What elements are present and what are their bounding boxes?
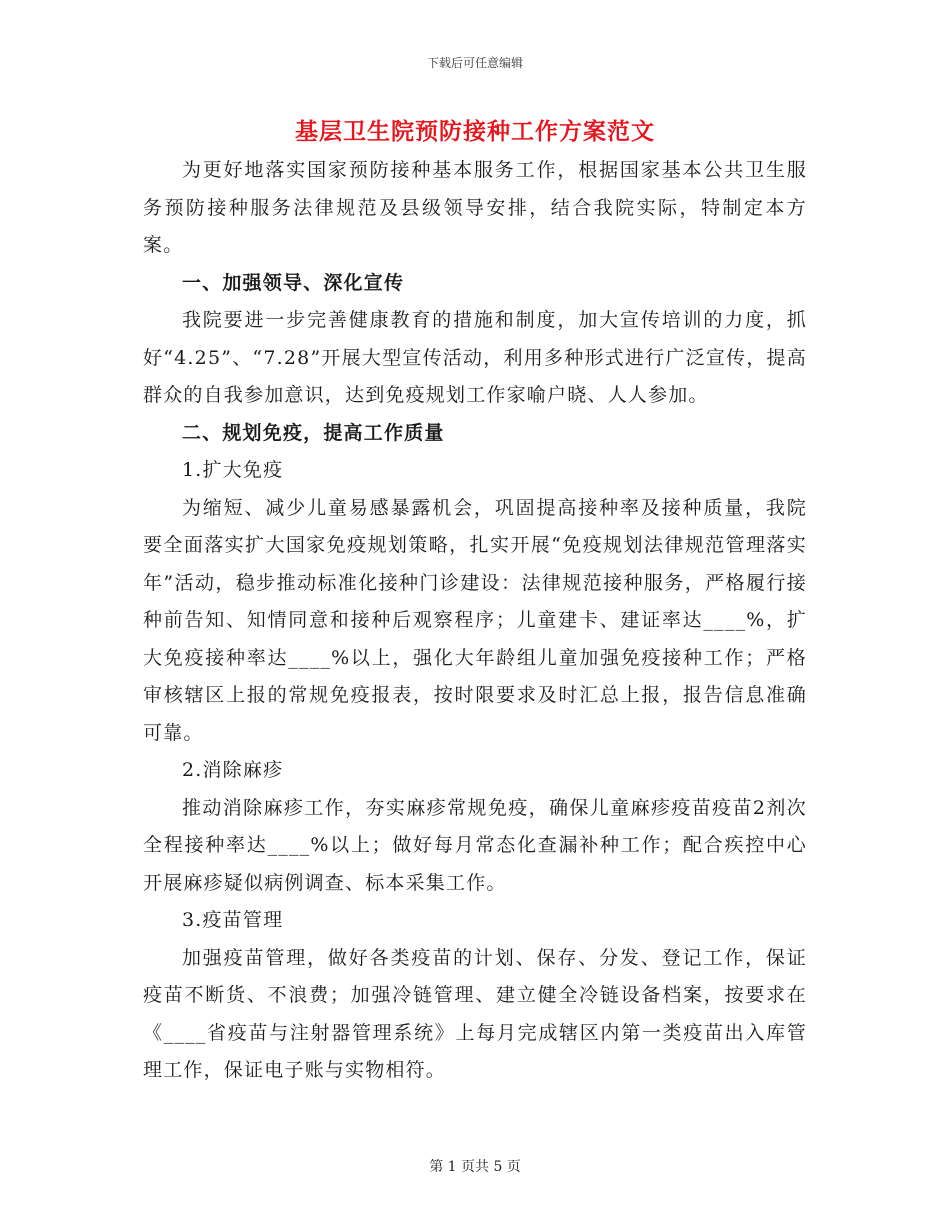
subheading-expand-immunization: 1.扩大免疫 xyxy=(181,459,284,481)
vaccine-management-paragraph: 加强疫苗管理，做好各类疫苗的计划、保存、分发、登记工作，保证疫苗不断货、不浪费；加强冷链管理、建立健全冷链设备档案，按要求在《____省疫苗与注射器管理系统》上每月完成辖区内第一类疫苗出入库管理工作，保证电子账与实物相符。 xyxy=(143,946,807,1081)
measles-paragraph: 推动消除麻疹工作，夯实麻疹常规免疫，确保儿童麻疹疫苗疫苗2剂次全程接种率达____%以上；做好每月常态化查漏补种工作；配合疾控中心开展麻疹疑似病例调查、标本采集工作。 xyxy=(143,796,807,894)
intro-paragraph: 为更好地落实国家预防接种基本服务工作，根据国家基本公共卫生服务预防接种服务法律规范及县级领导安排，结合我院实际，特制定本方案。 xyxy=(143,159,807,256)
subheading-measles: 2.消除麻疹 xyxy=(181,759,284,781)
section-heading-1: 一、加强领导、深化宣传 xyxy=(181,271,405,294)
page-header: 下载后可任意编辑 xyxy=(426,56,523,70)
document-body xyxy=(143,152,807,1090)
subheading-vaccine-management: 3.疫苗管理 xyxy=(181,909,284,931)
section-1-paragraph: 我院要进一步完善健康教育的措施和制度，加大宣传培训的力度，抓好“4.25”、“7.28”开展大型宣传活动，利用多种形式进行广泛宣传，提高群众的自我参加意识，达到免疫规划工作家喻户晓、人人参加。 xyxy=(143,309,807,406)
section-heading-2: 二、规划免疫，提高工作质量 xyxy=(181,421,445,444)
document-title: 基层卫生院预防接种工作方案范文 xyxy=(295,118,655,145)
page-footer: 第 1 页共 5 页 xyxy=(429,1159,521,1175)
expand-immunization-paragraph: 为缩短、减少儿童易感暴露机会，巩固提高接种率及接种质量，我院要全面落实扩大国家免疫规划策略，扎实开展“免疫规划法律规范管理落实年”活动，稳步推动标准化接种门诊建设：法律规范接种服务，严格履行接种前告知、知情同意和接种后观察程序；儿童建卡、建证率达____%，扩大免疫接种率达____%以上，强化大年龄组儿童加强免疫接种工作；严格审核辖区上报的常规免疫报表，按时限要求及时汇总上报，报告信息准确可靠。 xyxy=(143,496,807,744)
